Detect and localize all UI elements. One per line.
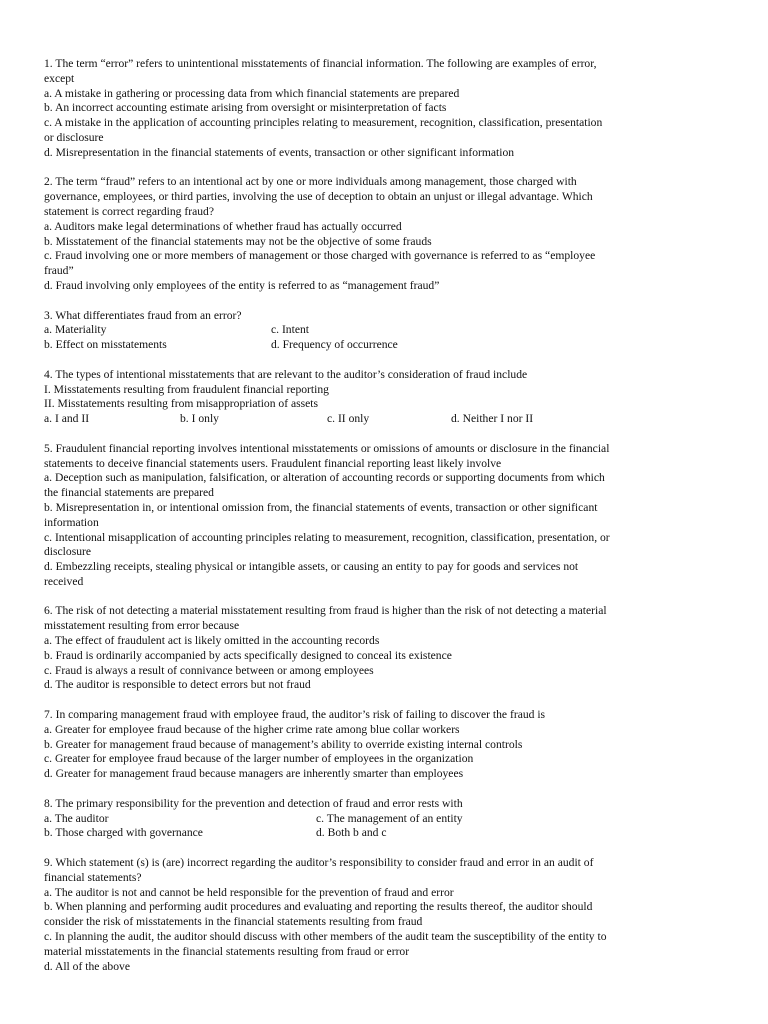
question-line: a. Deception such as manipulation, falsification, or alteration of accounting records or supporting documents from which (44, 471, 605, 485)
question-line: 2. The term “fraud” refers to an intentional act by one or more individuals among management, those charged with (44, 175, 577, 189)
option-right: d. Both b and c (316, 826, 387, 840)
question-line: b. When planning and performing audit procedures and evaluating and reporting the results thereof, the auditor should (44, 900, 593, 914)
question-line: d. Fraud involving only employees of the entity is referred to as “management fraud” (44, 278, 440, 292)
question-line: c. Greater for employee fraud because of the larger number of employees in the organization (44, 752, 474, 766)
question-line: disclosure (44, 545, 92, 559)
option-right: c. The management of an entity (316, 811, 463, 825)
question-line: d. All of the above (44, 959, 130, 973)
question-8 (44, 797, 724, 841)
question-line: misstatement resulting from error because (44, 619, 240, 633)
option-d: d. Neither I nor II (451, 412, 534, 426)
question-line: material misstatements in the financial statements resulting from fraud or error (44, 944, 410, 958)
question-line: governance, employees, or third parties, involving the use of deception to obtain an unjust or illegal advantage. Which (44, 190, 593, 204)
question-line: c. Fraud is always a result of connivance between or among employees (44, 663, 374, 677)
question-line: 1. The term “error” refers to unintentional misstatements of financial information. The following are examples of error, (44, 57, 597, 70)
question-line: 7. In comparing management fraud with employee fraud, the auditor’s risk of failing to discover the fraud is (44, 708, 546, 722)
option-left: b. Those charged with governance (44, 826, 203, 840)
option-right: d. Frequency of occurrence (271, 338, 398, 352)
question-line: a. Auditors make legal determinations of whether fraud has actually occurred (44, 219, 402, 233)
question-line: fraud” (44, 264, 74, 278)
option-left: a. The auditor (44, 811, 109, 825)
question-1 (44, 57, 724, 161)
question-line: received (44, 574, 84, 588)
option-row (44, 338, 724, 353)
question-line: c. A mistake in the application of accounting principles relating to measurement, recognition, classification, presentation (44, 116, 603, 130)
question-line: the financial statements are prepared (44, 486, 214, 500)
question-line: statements to deceive financial statements users. Fraudulent financial reporting least likely involve (44, 456, 502, 470)
question-line: d. Embezzling receipts, stealing physical or intangible assets, or causing an entity to pay for goods and services not (44, 560, 579, 574)
question-line: a. The effect of fraudulent act is likely omitted in the accounting records (44, 634, 380, 648)
option-row (44, 323, 724, 338)
option-row (44, 412, 724, 427)
question-9 (44, 856, 724, 974)
option-c: c. II only (327, 412, 370, 426)
question-line: consider the risk of misstatements in the financial statements resulting from fraud (44, 915, 423, 929)
option-row (44, 812, 724, 827)
question-6 (44, 604, 724, 693)
question-line: c. Intentional misapplication of accounting principles relating to measurement, recognition, classification, presentation, or (44, 530, 610, 544)
question-7 (44, 708, 724, 782)
option-b: b. I only (180, 412, 219, 426)
question-line: a. The auditor is not and cannot be held responsible for the prevention of fraud and error (44, 885, 454, 899)
question-line: c. In planning the audit, the auditor should discuss with other members of the audit team the susceptibility of the entity to (44, 930, 607, 944)
question-line: II. Misstatements resulting from misappropriation of assets (44, 397, 319, 411)
question-line: b. Fraud is ordinarily accompanied by acts specifically designed to conceal its existence (44, 648, 452, 662)
question-line: 9. Which statement (s) is (are) incorrect regarding the auditor’s responsibility to consider fraud and error in an audit of (44, 856, 594, 870)
question-line: c. Fraud involving one or more members of management or those charged with governance is referred to as “employee (44, 249, 596, 263)
question-line: except (44, 71, 75, 85)
question-3 (44, 309, 724, 353)
question-line: b. An incorrect accounting estimate arising from oversight or misinterpretation of facts (44, 101, 447, 115)
question-line: d. The auditor is responsible to detect errors but not fraud (44, 678, 311, 692)
question-line: or disclosure (44, 130, 104, 144)
option-left: b. Effect on misstatements (44, 338, 167, 352)
question-line: d. Greater for management fraud because managers are inherently smarter than employees (44, 767, 464, 781)
question-line: a. Greater for employee fraud because of the higher crime rate among blue collar workers (44, 722, 460, 736)
question-line: 6. The risk of not detecting a material misstatement resulting from fraud is higher than the risk of not detecting a material (44, 604, 607, 618)
question-line: a. A mistake in gathering or processing data from which financial statements are prepared (44, 86, 460, 100)
option-left: a. Materiality (44, 323, 107, 337)
question-line: 4. The types of intentional misstatements that are relevant to the auditor’s consideration of fraud include (44, 367, 528, 381)
question-line: 5. Fraudulent financial reporting involves intentional misstatements or omissions of amounts or disclosure in the financial (44, 441, 610, 455)
question-line: d. Misrepresentation in the financial statements of events, transaction or other significant information (44, 145, 515, 159)
question-line: b. Misstatement of the financial statements may not be the objective of some frauds (44, 234, 432, 248)
question-line: information (44, 515, 99, 529)
question-line: financial statements? (44, 870, 142, 884)
question-5 (44, 442, 724, 590)
question-4 (44, 368, 724, 427)
question-line: b. Greater for management fraud because of management’s ability to override existing internal controls (44, 737, 523, 751)
question-line: 3. What differentiates fraud from an error? (44, 308, 242, 322)
option-a: a. I and II (44, 412, 90, 426)
option-row (44, 826, 724, 841)
question-2 (44, 175, 724, 293)
question-line: 8. The primary responsibility for the prevention and detection of fraud and error rests with (44, 796, 463, 810)
question-line: statement is correct regarding fraud? (44, 204, 214, 218)
question-line: I. Misstatements resulting from fraudulent financial reporting (44, 382, 329, 396)
question-line: b. Misrepresentation in, or intentional omission from, the financial statements of events, transaction or other significant (44, 500, 598, 514)
option-right: c. Intent (271, 323, 309, 337)
